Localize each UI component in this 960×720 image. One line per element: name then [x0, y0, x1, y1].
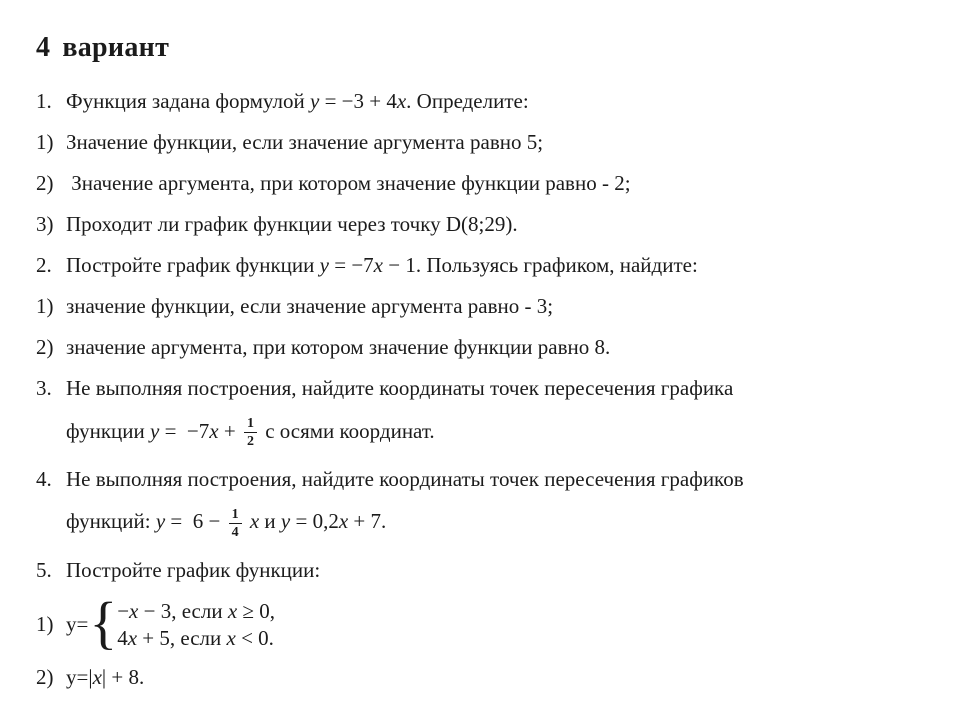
text-run: и: [259, 509, 281, 534]
text-run: значение функции, если значение аргумента равно - 3;: [66, 294, 554, 318]
problem-5-sub-2: [36, 664, 930, 690]
problem-3: [36, 375, 930, 401]
text-run: − 1. Пользуясь графиком, найдите:: [383, 253, 698, 277]
piecewise-cases: [117, 598, 275, 652]
line-label: 1): [36, 612, 54, 637]
text-run: . Определите:: [406, 89, 529, 113]
line-label: 2.: [36, 253, 52, 277]
math-variable: x: [227, 598, 238, 623]
line-content: [66, 665, 144, 689]
text-run: Значение функции, если значение аргумента равно 5;: [66, 130, 544, 154]
problem-3-continuation: [36, 416, 930, 450]
text-run: ≥ 0,: [237, 598, 275, 623]
text-run: = −7: [328, 253, 374, 277]
line-content: [66, 335, 610, 359]
text-run: Не выполняя построения, найдите координаты точек пересечения графиков: [66, 466, 744, 491]
text-run: = −7: [159, 418, 210, 443]
text-run: Постройте график функции:: [66, 557, 321, 582]
math-variable: x: [92, 664, 102, 689]
text-run: функций:: [66, 509, 156, 534]
line-content: [66, 130, 543, 154]
line-content: [66, 171, 631, 195]
problem-2: [36, 252, 930, 278]
math-variable: x: [373, 253, 383, 277]
text-run: = 0,2: [290, 509, 339, 534]
line-label: 5.: [36, 557, 52, 582]
text-run: с осями координат.: [259, 418, 435, 443]
line-label: 1): [36, 130, 54, 154]
text-run: значение аргумента, при котором значение функции равно 8.: [66, 335, 611, 359]
line-content: [66, 294, 553, 318]
fraction-numerator: 1: [244, 416, 257, 433]
piecewise-case-2: [117, 625, 275, 652]
piecewise-lhs: y=: [66, 612, 89, 637]
line-content: [66, 416, 435, 450]
problem-1: [36, 88, 930, 114]
line-label: 2): [36, 664, 54, 689]
problem-2-sub-2: [36, 334, 930, 360]
math-variable: y: [309, 89, 320, 113]
problem-1-sub-3: [36, 211, 930, 237]
math-variable: y: [280, 509, 291, 534]
math-variable: x: [338, 509, 349, 534]
text-run: +: [218, 418, 241, 443]
text-run: функции: [66, 418, 150, 443]
text-run: − 3, если: [138, 598, 228, 623]
text-run: Проходит ли график функции через точку D(8;29).: [66, 212, 518, 236]
fraction-denominator: 2: [246, 434, 254, 450]
text-run: Постройте график функции: [66, 253, 320, 277]
problem-5-sub-1-piecewise: [36, 589, 930, 655]
stacked-fraction: [229, 507, 242, 541]
text-run: Значение аргумента, при котором значение функции равно - 2;: [66, 171, 631, 195]
line-label: 2): [36, 171, 54, 195]
curly-brace: {: [89, 589, 118, 655]
math-variable: y: [319, 253, 329, 277]
problem-2-sub-1: [36, 293, 930, 319]
page-title: [36, 32, 930, 64]
problem-1-sub-1: [36, 129, 930, 155]
text-run: Не выполняя построения, найдите координаты точек пересечения графика: [66, 376, 734, 400]
line-content: [66, 467, 744, 491]
math-variable: x: [249, 509, 260, 534]
text-run: y=|: [66, 664, 93, 689]
text-run: −: [117, 598, 130, 623]
line-label: 2): [36, 335, 54, 359]
text-run: = −3 + 4: [319, 89, 397, 113]
piecewise-case-1: [117, 598, 275, 625]
line-content: [66, 212, 518, 236]
problem-5: [36, 557, 930, 583]
text-run: = 6 −: [165, 509, 226, 534]
text-run: 4: [117, 625, 128, 650]
math-variable: x: [209, 418, 219, 443]
variant-number: 4: [36, 32, 51, 63]
line-label: 3.: [36, 376, 52, 400]
line-label: 3): [36, 212, 54, 236]
math-variable: x: [396, 89, 407, 113]
line-label: 1.: [36, 89, 52, 113]
problem-4: [36, 466, 930, 492]
math-variable: x: [226, 625, 236, 650]
line-label: 1): [36, 294, 54, 318]
text-run: + 7.: [348, 509, 387, 534]
fraction-numerator: 1: [229, 507, 242, 524]
text-run: | + 8.: [101, 664, 145, 689]
line-content: [66, 506, 387, 541]
line-content: [66, 89, 529, 113]
text-run: + 5, если: [137, 625, 227, 650]
fraction-denominator: 4: [231, 525, 239, 541]
line-content: [66, 376, 733, 400]
stacked-fraction: [244, 416, 257, 450]
text-run: Функция задана формулой: [66, 89, 310, 113]
variant-word: вариант: [62, 32, 170, 63]
line-content: [66, 253, 698, 277]
math-variable: x: [129, 598, 139, 623]
problem-4-continuation: [36, 507, 930, 541]
line-label: 4.: [36, 466, 52, 491]
problem-1-sub-2: [36, 170, 930, 196]
line-content: [66, 558, 320, 582]
math-variable: x: [127, 625, 138, 650]
math-variable: y: [150, 418, 160, 443]
math-variable: y: [155, 509, 166, 534]
text-run: < 0.: [235, 625, 274, 650]
